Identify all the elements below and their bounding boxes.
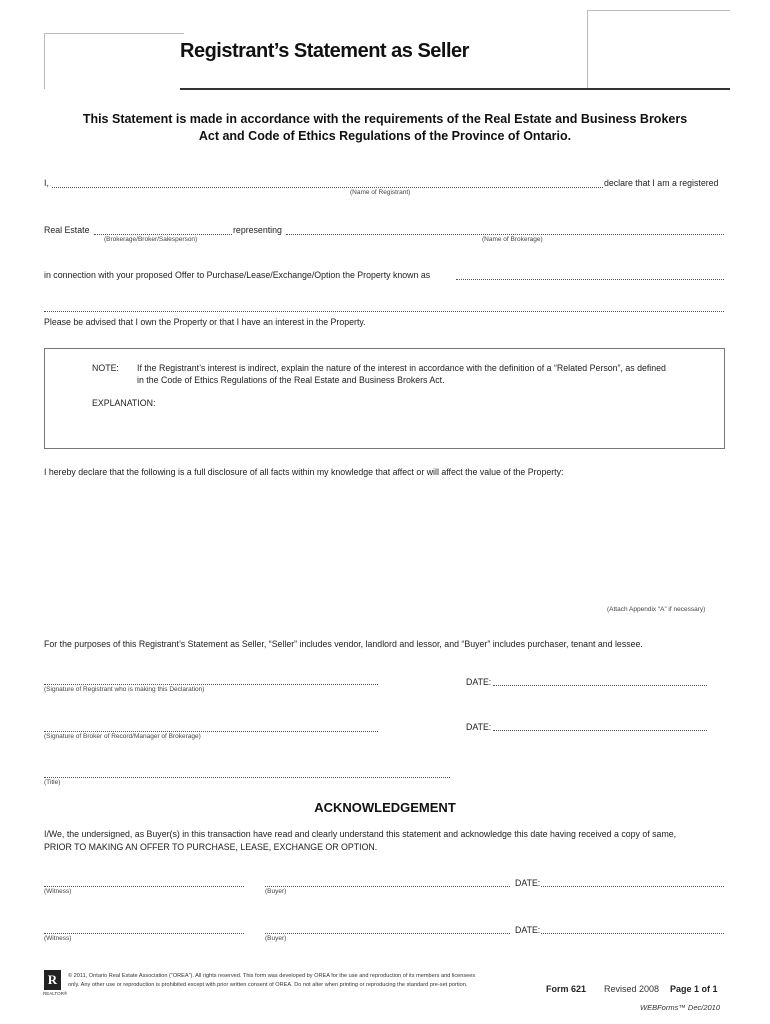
page-number: Page 1 of 1: [670, 984, 718, 994]
connection-text: in connection with your proposed Offer to Purchase/Lease/Exchange/Option the Property known as: [44, 270, 431, 280]
witness-2-field[interactable]: [44, 933, 244, 934]
title-field[interactable]: [44, 777, 450, 778]
disclosure-field[interactable]: [44, 482, 724, 600]
webforms-mark: WEBForms™ Dec/2010: [640, 1003, 721, 1012]
name-registrant-caption: (Name of Registrant): [350, 189, 411, 196]
buyer-1-field[interactable]: [265, 886, 510, 887]
brokerage-name-field[interactable]: [286, 234, 724, 235]
intro-statement: [40, 111, 730, 145]
buyer-1-caption: (Buyer): [265, 888, 287, 895]
buyer-1-date-label: DATE:: [515, 878, 541, 888]
disclosure-text: I hereby declare that the following is a full disclosure of all facts within my knowledge that affect or will affect the value of the Property:: [44, 467, 564, 477]
brokerage-type-field[interactable]: [94, 234, 232, 235]
registrant-signature-caption: (Signature of Registrant who is making this Declaration): [44, 686, 205, 693]
purposes-text: For the purposes of this Registrant’s Statement as Seller, “Seller” includes vendor, landlord and lessor, and “Buyer” includes purchaser, tenant and lessee.: [44, 639, 643, 649]
buyer-1-date-field[interactable]: [541, 886, 724, 887]
buyer-2-caption: (Buyer): [265, 935, 287, 942]
explanation-label: EXPLANATION:: [92, 398, 156, 408]
appendix-note: (Attach Appendix “A” if necessary): [607, 606, 706, 613]
copyright-line-2: only. Any other use or reproduction is prohibited except with prior written consent of OREA. Do not alter when printing or reproducing the standard pre-set portion.: [68, 982, 468, 988]
note-label: NOTE:: [92, 363, 119, 373]
registrant-name-field[interactable]: [52, 187, 603, 188]
property-field-2[interactable]: [44, 311, 724, 312]
explanation-field[interactable]: [160, 395, 715, 445]
title-caption: (Title): [44, 779, 61, 786]
header-box-right: [587, 10, 730, 88]
witness-1-field[interactable]: [44, 886, 244, 887]
name-brokerage-caption: (Name of Brokerage): [482, 236, 543, 243]
witness-1-caption: (Witness): [44, 888, 72, 895]
acknowledgement-line-1: I/We, the undersigned, as Buyer(s) in this transaction have read and clearly understand this statement and acknowledge this date having received a copy of same,: [44, 829, 677, 839]
revised-date: Revised 2008: [604, 984, 660, 994]
intro-line-1: This Statement is made in accordance with the requirements of the Real Estate and Business Brokers: [82, 112, 688, 126]
buyer-2-field[interactable]: [265, 933, 510, 934]
header-box-left: [44, 33, 184, 89]
representing-label: representing: [233, 225, 282, 235]
copyright-notice: [68, 972, 548, 990]
broker-date-field[interactable]: [493, 730, 707, 731]
realtor-logo: R: [44, 970, 61, 990]
page-title: Registrant’s Statement as Seller: [180, 40, 469, 62]
form-number: Form 621: [546, 984, 587, 994]
broker-signature-field[interactable]: [44, 731, 378, 732]
acknowledgement-heading: ACKNOWLEDGEMENT: [314, 800, 456, 815]
title-rule: [180, 88, 730, 90]
buyer-2-date-label: DATE:: [515, 925, 541, 935]
real-estate-label: Real Estate: [44, 225, 90, 235]
acknowledgement-line-2: PRIOR TO MAKING AN OFFER TO PURCHASE, LEASE, EXCHANGE OR OPTION.: [44, 842, 378, 852]
witness-2-caption: (Witness): [44, 935, 72, 942]
realtor-logo-caption: REALTOR®: [43, 991, 68, 996]
property-field-1[interactable]: [456, 279, 724, 280]
broker-signature-caption: (Signature of Broker of Record/Manager of Brokerage): [44, 733, 201, 740]
note-line-1: If the Registrant’s interest is indirect, explain the nature of the interest in accordance with the definition of a “Related Person”, as defined: [137, 363, 666, 373]
i-label: I,: [44, 178, 49, 188]
registrant-date-field[interactable]: [493, 685, 707, 686]
note-line-2: in the Code of Ethics Regulations of the Real Estate and Business Brokers Act.: [137, 375, 445, 385]
copyright-line-1: © 2011, Ontario Real Estate Association (“OREA”). All rights reserved. This form was developed by OREA for the use and reproduction of its members and licensees: [68, 973, 476, 979]
registrant-signature-field[interactable]: [44, 684, 378, 685]
buyer-2-date-field[interactable]: [541, 933, 724, 934]
broker-date-label: DATE:: [466, 722, 492, 732]
brokerage-caption: (Brokerage/Broker/Salesperson): [104, 236, 198, 243]
advised-text: Please be advised that I own the Property or that I have an interest in the Property.: [44, 317, 366, 327]
declare-text: declare that I am a registered: [604, 178, 719, 188]
registrant-date-label: DATE:: [466, 677, 492, 687]
intro-line-2: Act and Code of Ethics Regulations of the Province of Ontario.: [198, 129, 572, 143]
